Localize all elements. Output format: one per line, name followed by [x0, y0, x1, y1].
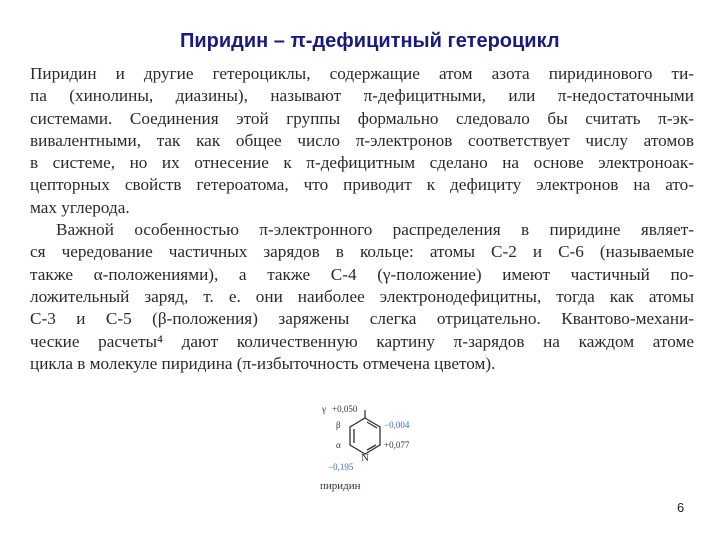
body-text [30, 63, 694, 375]
text-line: в системе, но их отнесение к π-дефицитным сделано на основе электроноак- [30, 153, 694, 173]
paragraph-1 [30, 63, 694, 219]
text-line: также α-положениями), а также С-4 (γ-положение) имеют частичный по- [30, 264, 694, 284]
text-line: Пиридин и другие гетероциклы, содержащие атом азота пиридинового ти- [30, 64, 694, 83]
nitrogen-charge: −0,195 [328, 462, 354, 472]
figure-caption: пиридин [320, 480, 361, 492]
text-line: системами. Соединения этой группы формально следовало бы считать π-эк- [30, 108, 694, 128]
nitrogen-label: N [361, 452, 369, 464]
text-line: цепторных свойств гетероатома, что приводит к дефициту электронов на ато- [30, 175, 694, 195]
alpha-charge: +0,077 [384, 440, 410, 450]
beta-label: β [336, 420, 341, 430]
alpha-label: α [336, 440, 341, 450]
pyridine-ring-icon [310, 396, 420, 476]
text-line: мах углерода. [30, 197, 130, 217]
text-line: ся чередование частичных зарядов в кольце: атомы С-2 и С-6 (называемые [30, 242, 694, 262]
slide-title: Пиридин – π-дефицитный гетероцикл [180, 30, 560, 52]
text-line: вивалентными, так как общее число π-электронов соответствует числу атомов [30, 130, 694, 150]
text-line: ложительный заряд, т. е. они наиболее электронодефицитны, тогда как атомы [30, 286, 694, 306]
text-line: цикла в молекуле пиридина (π-избыточность отмечена цветом). [30, 353, 496, 373]
text-line: Важной особенностью π-электронного распределения в пиридине являет- [56, 220, 694, 240]
paragraph-2 [30, 219, 694, 375]
text-line: С-3 и С-5 (β-положения) заряжены слегка отрицательно. Квантово-механи- [30, 309, 694, 329]
beta-charge: −0,004 [384, 420, 410, 430]
gamma-charge: +0,050 [332, 404, 358, 414]
text-line: ческие расчеты⁴ дают количественную картину π-зарядов на каждом атоме [30, 331, 694, 351]
page-number: 6 [677, 500, 685, 515]
gamma-label: γ [322, 404, 326, 414]
text-line: па (хинолины, диазины), называют π-дефицитными, или π-недостаточными [30, 86, 694, 106]
